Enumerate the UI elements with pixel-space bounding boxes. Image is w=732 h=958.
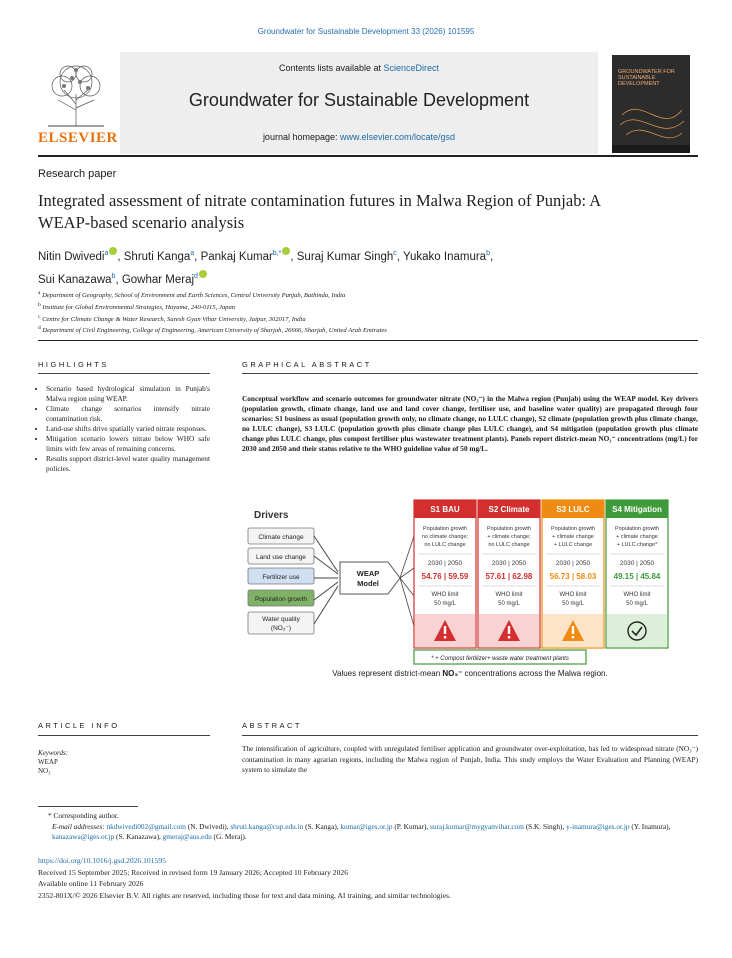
footnotes: [38, 811, 698, 843]
scenario-values: 54.76 | 59.59: [421, 572, 469, 581]
footnote-rule: [38, 806, 138, 807]
highlights-rule: [38, 373, 210, 374]
affiliation-list: [38, 289, 678, 336]
affiliation-text: Department of Geography, School of Environment and Earth Sciences, Central University Punjab, Bathinda, India: [40, 292, 346, 300]
abstract-rule: [242, 735, 698, 736]
affiliation-sup: d: [38, 325, 41, 332]
scenario-years: 2030 | 2050: [555, 560, 591, 567]
article-info-heading: ARTICLE INFO: [38, 721, 120, 730]
email-owner: (G. Meraj).: [211, 832, 247, 841]
affiliation: [38, 313, 678, 325]
scenario-description: + LULC change: [553, 542, 593, 548]
sciencedirect-link[interactable]: ScienceDirect: [383, 63, 440, 73]
author-list: Nitin Dwivedi$^a$ , Shruti Kanga$^a$, Pankaj Kumar$^{b,*}$ , Suraj Kumar Singh$^c$, Yukako Inamura$^b$, Sui Kanazawa$^b$, Gowhar Meraj$^d$: [38, 244, 678, 290]
journal-title: Groundwater for Sustainable Development: [188, 90, 530, 110]
article-info-rule: [38, 735, 210, 736]
affiliation-text: Institute for Global Environmental Strategies, Hayama, 240-0115, Japan: [40, 303, 236, 311]
highlights-heading: HIGHLIGHTS: [38, 360, 109, 369]
scenario-description: no LULC change: [424, 542, 466, 548]
email-owner: (Y. Inamura),: [629, 821, 671, 831]
doi-link[interactable]: [38, 855, 166, 866]
warning-dot: [508, 636, 510, 638]
driver-label: Population growth: [254, 596, 308, 603]
email-link[interactable]: gmeraj@aus.edu: [162, 832, 212, 841]
journal-homepage-line: [120, 132, 598, 142]
affiliation: [38, 289, 678, 301]
graphical-abstract-caption: Conceptual workflow and scenario outcomes for groundwater nitrate (NO₃⁻) in the Malwa region (Punjab) using the WEAP model. Key drivers (population growth, climate change, land use and land cover change, fertiliser use, and baseline water quality) are propagated through four scenarios: S1 business as usual (population growth only, no climate change, no LULC change), S2 climate (population growth plus climate change, no LULC change), S3 LULC (population growth plus climate change plus LULC change), and S4 mitigation (population growth plus climate change plus LULC change, plus compost fertiliser plus wastewater treatment plants). Panels report district-mean NO₃⁻ concentrations (mg/L) for 2030 and 2050 and their status relative to the WHO guideline value of 50 mg/L.: [242, 394, 698, 454]
author-affil-sup: b: [486, 250, 490, 257]
weap-model-label-2: Model: [357, 579, 379, 588]
graphical-abstract-heading: GRAPHICAL ABSTRACT: [242, 360, 372, 369]
email-owner: (N. Dwivedi),: [185, 821, 231, 831]
email-owner: (S. Kanga),: [303, 821, 341, 831]
scenario-values: 49.15 | 45.84: [613, 572, 661, 581]
scenario-description: + climate change: [616, 534, 658, 540]
date-line: 2352-801X/© 2026 Elsevier B.V. All rights are reserved, including those for text and data mining, AI training, and similar technologies.: [38, 890, 451, 900]
elsevier-tree-logo: [38, 60, 114, 128]
date-line: Received 15 September 2025; Received in revised form 19 January 2026; Accepted 10 February 2026: [38, 868, 348, 877]
email-label: E-mail addresses:: [52, 821, 105, 831]
doi-text[interactable]: https://doi.org/10.1016/j.gsd.2026.101595: [38, 856, 166, 865]
email-link[interactable]: nkdwivedi002@gmail.com: [106, 821, 186, 831]
scenario-values: 56.73 | 58.03: [549, 572, 597, 581]
author-affil-sup: b,*: [272, 250, 282, 257]
affiliation-sup: c: [38, 313, 41, 320]
footnote-prefix: Values represent district-mean: [332, 669, 443, 678]
email-link[interactable]: shruti.kanga@cup.edu.in: [230, 821, 304, 831]
journal-cover-image: [612, 55, 690, 153]
scenario-arrows: [400, 536, 414, 626]
author-name[interactable]: Pankaj Kumar: [200, 250, 273, 263]
scenario-description: Population growth: [550, 526, 596, 532]
cover-title: GROUNDWATER FOR SUSTAINABLE DEVELOPMENT: [618, 69, 675, 87]
contents-line: [120, 63, 598, 73]
email-link[interactable]: kanazawa@iges.or.jp: [52, 832, 115, 841]
author-name[interactable]: Suraj Kumar Singh: [296, 250, 394, 263]
dates-block: [38, 867, 451, 901]
driver-label: (NO₃⁻): [270, 625, 292, 632]
affiliation: [38, 301, 678, 313]
keyword: WEAP: [38, 758, 58, 766]
abstract-heading: ABSTRACT: [242, 721, 303, 730]
affiliation-text: Centre for Climate Change & Water Research, Suresh Gyan Vihar University, Jaipur, 302017, India: [40, 315, 306, 323]
affiliation-rule: [38, 340, 698, 341]
asterisk: *: [48, 811, 54, 820]
scenario-years: 2030 | 2050: [427, 560, 463, 567]
graphical-abstract-figure: [242, 496, 698, 668]
author-affil-sup: d: [194, 272, 198, 280]
scenario-years: 2030 | 2050: [491, 560, 527, 567]
scenario-description: + climate change: [552, 534, 594, 540]
scenario-years: 2030 | 2050: [619, 560, 655, 567]
journal-homepage-link[interactable]: www.elsevier.com/locate/gsd: [340, 132, 456, 142]
keywords-label: Keywords:: [38, 749, 69, 757]
who-limit-label: WHO limit: [559, 592, 587, 598]
email-owner: (S.K. Singh),: [523, 821, 567, 831]
scenario-values: 57.61 | 62.98: [485, 572, 533, 581]
email-link[interactable]: y-inamura@iges.or.jp: [566, 821, 630, 831]
author-name[interactable]: Gowhar Meraj: [121, 273, 195, 286]
date-line: Available online 11 February 2026: [38, 879, 144, 889]
email-link[interactable]: kumar@iges.or.jp: [340, 821, 393, 831]
article-type: Research paper: [38, 168, 117, 180]
scenario-name: S1 BAU: [430, 505, 460, 514]
highlight-item: • Scenario based hydrological simulation in Punjab's Malwa region using WEAP.: [46, 384, 210, 403]
email-owner: (P. Kumar),: [392, 821, 431, 831]
driver-label: Fertilizer use: [262, 574, 300, 581]
status-panel: [607, 614, 667, 647]
author-affil-sup: a: [190, 250, 195, 257]
scenario-description: Population growth: [422, 526, 468, 532]
drivers-title: Drivers: [254, 510, 289, 521]
author-name[interactable]: Yukako Inamura: [402, 250, 487, 263]
scenario-description: Population growth: [614, 526, 660, 532]
author-affil-sup: c: [393, 250, 397, 257]
driver-label: Climate change: [258, 534, 304, 541]
affiliation-text: Department of Civil Engineering, College of Engineering, American University of Sharjah, 26666, Sharjah, United Arab Emirates: [40, 327, 387, 335]
article-title: Integrated assessment of nitrate contamination futures in Malwa Region of Punjab: A WEAP-based scenario analysis: [38, 191, 601, 232]
author-affil-sup: a: [104, 250, 109, 257]
who-limit-label: WHO limit: [623, 592, 651, 598]
footnote-chem: NO₃⁻: [442, 669, 463, 678]
homepage-prefix: journal homepage:: [262, 132, 340, 142]
keyword: NO₃: [38, 767, 51, 775]
highlight-item: • Mitigation scenario lowers nitrate below WHO safe limits with few areas of remaining concerns.: [46, 434, 210, 453]
weap-model-label: WEAP: [356, 569, 380, 578]
warning-dot: [572, 636, 574, 638]
warning-mark: [444, 626, 446, 634]
highlight-item: • Climate change scenarios intensify nitrate contamination risk.: [46, 404, 210, 423]
who-limit-label: WHO limit: [431, 592, 459, 598]
orcid-icon[interactable]: [199, 270, 207, 278]
graphical-abstract-footnote: [242, 669, 698, 678]
highlight-item: • Land-use shifts drive spatially varied nitrate responses.: [46, 424, 210, 434]
scenario-name: S3 LULC: [556, 505, 590, 514]
who-limit-value: 50 mg/L: [562, 601, 584, 607]
mitigation-note: * + Compost fertilizer+ waste water treatment plants: [431, 656, 569, 662]
email-owner: (S. Kanazawa),: [114, 832, 163, 841]
author-name[interactable]: Shruti Kanga: [123, 250, 191, 263]
corresponding-author: Corresponding author.: [53, 811, 119, 820]
footnote-suffix: concentrations across the Malwa region.: [462, 669, 608, 678]
who-limit-value: 50 mg/L: [626, 601, 648, 607]
publisher-logo-text: ELSEVIER: [38, 130, 118, 146]
scenario-description: no LULC change: [488, 542, 530, 548]
scenario-description: Population growth: [486, 526, 532, 532]
warning-mark: [508, 626, 510, 634]
orcid-icon[interactable]: [282, 247, 290, 255]
highlights-list: [38, 384, 210, 474]
scenario-name: S4 Mitigation: [612, 505, 662, 514]
driver-label: Land use change: [256, 554, 306, 561]
affiliation: [38, 324, 678, 336]
warning-mark: [572, 626, 574, 634]
warning-dot: [444, 636, 446, 638]
author-name[interactable]: Sui Kanazawa: [38, 273, 112, 286]
affiliation-sup: a: [38, 290, 41, 296]
orcid-icon[interactable]: [109, 247, 117, 255]
graphical-abstract-rule: [242, 373, 698, 374]
author-name[interactable]: Nitin Dwivedi: [38, 250, 105, 263]
scenario-description: + LULC change*: [616, 542, 658, 548]
who-limit-label: WHO limit: [495, 592, 523, 598]
journal-citation-line[interactable]: Groundwater for Sustainable Development 33 (2026) 101595: [257, 27, 475, 36]
author-affil-sup: b: [111, 272, 116, 280]
header-rule: [38, 155, 698, 157]
scenario-description: no climate change;: [421, 534, 469, 540]
email-link[interactable]: suraj.kumar@mygyanvihar.com: [430, 821, 524, 831]
highlight-item: • Results support district-level water quality management policies.: [46, 454, 210, 473]
contents-prefix: Contents lists available at: [278, 63, 384, 73]
weap-model-box: [340, 562, 400, 594]
cover-artwork: [612, 55, 690, 153]
scenario-description: + climate change;: [487, 534, 531, 540]
keywords-block: [38, 749, 68, 776]
affiliation-sup: b: [38, 301, 41, 308]
driver-label: Water quality: [262, 616, 300, 623]
who-limit-value: 50 mg/L: [498, 601, 520, 607]
abstract-text: The intensification of agriculture, coupled with unregulated fertiliser application and groundwater over-exploitation, has led to widespread nitrate (NO₃⁻) contamination in many agrarian regions, including the Malwa region of Punjab, India. This study employs the Water Evaluation and Planning (WEAP) system to simulate the: [242, 744, 698, 775]
driver-arrows: [314, 536, 338, 624]
scenario-name: S2 Climate: [488, 505, 530, 514]
who-limit-value: 50 mg/L: [434, 601, 456, 607]
